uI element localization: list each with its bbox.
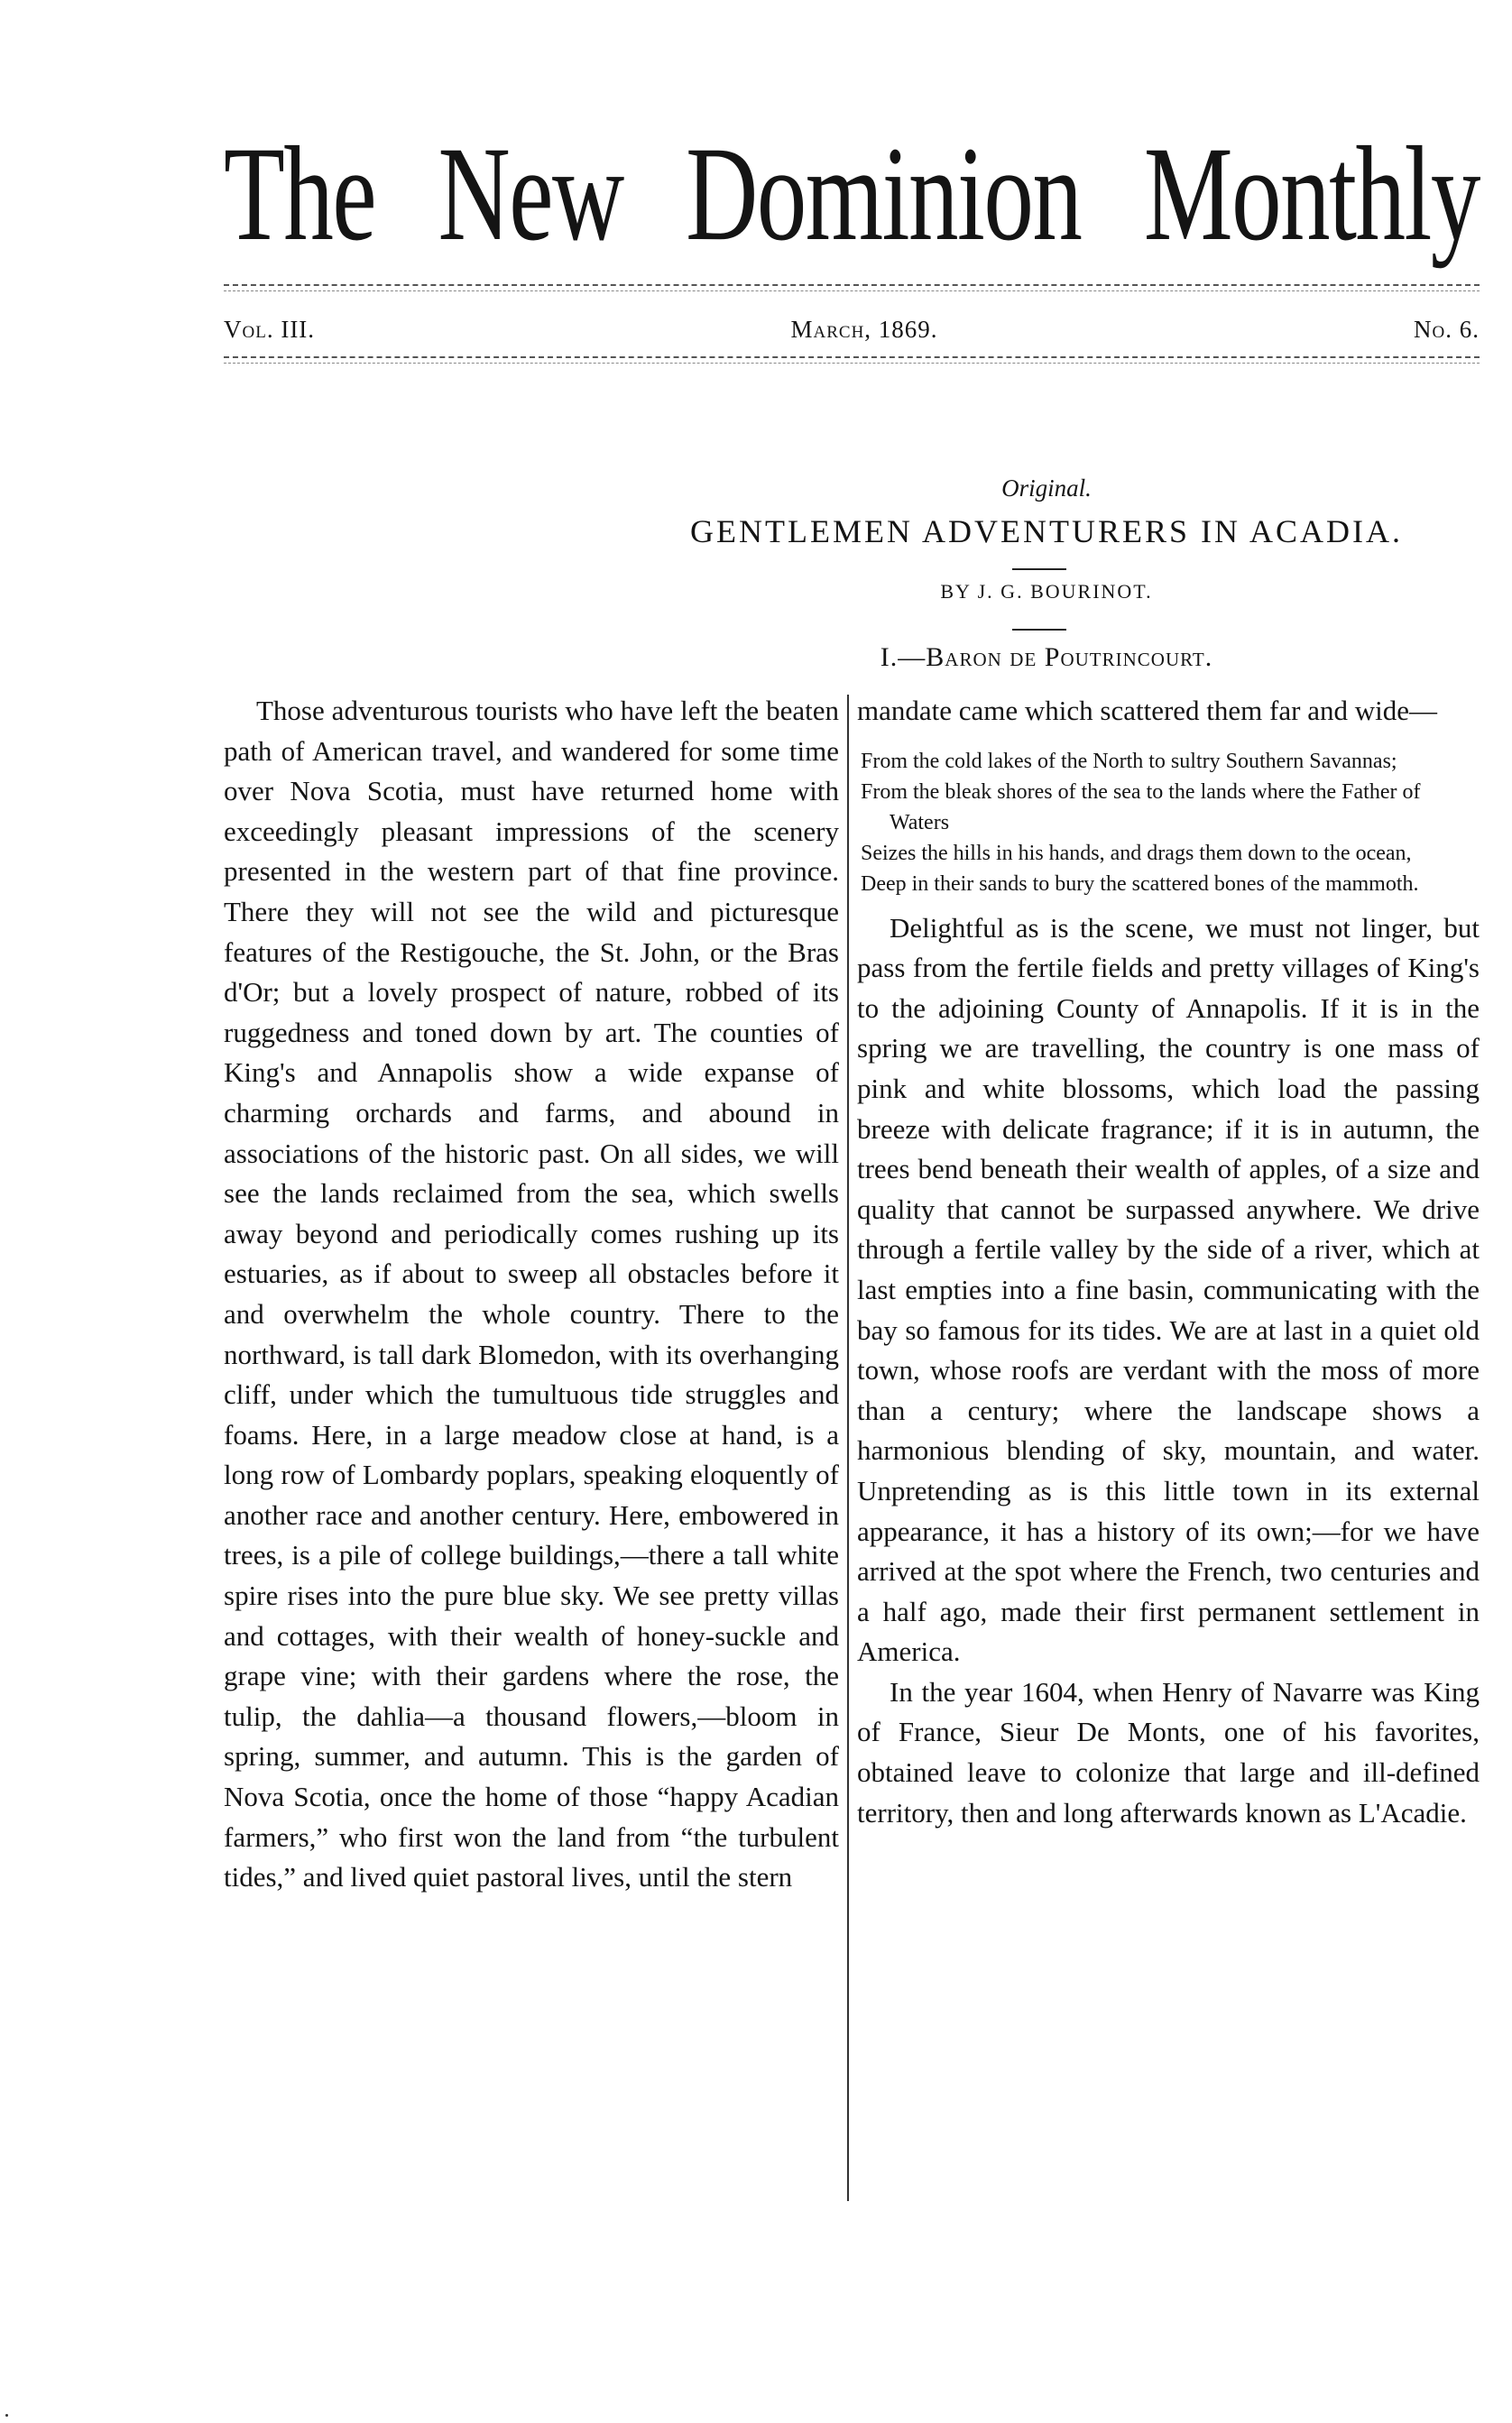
masthead-rule <box>224 284 1480 286</box>
masthead-word: Dominion <box>686 119 1082 269</box>
poem-line: Seizes the hills in his hands, and drags them down to the ocean, <box>861 841 1412 865</box>
title-divider <box>1012 568 1066 570</box>
poem-line: From the cold lakes of the North to sultry Southern Savannas; <box>861 749 1397 773</box>
volume-label: Vol. III. <box>224 316 316 343</box>
left-column <box>224 691 839 1898</box>
masthead-word: Monthly <box>1143 119 1480 269</box>
issue-rule <box>224 356 1480 358</box>
issue-rule-thin <box>224 363 1480 364</box>
right-column <box>857 691 1480 1833</box>
masthead-rule-thin <box>224 290 1480 291</box>
body-paragraph: In the year 1604, when Henry of Navarre was King of France, Sieur De Monts, one of his favorites, obtained leave to colonize that large and ill-defined territory, then and long afterwards known as L'Acadie. <box>857 1675 1480 1829</box>
issue-line <box>224 316 1480 344</box>
byline-divider <box>1012 629 1066 631</box>
issue-date: March, 1869. <box>790 316 938 343</box>
masthead-word: New <box>438 119 623 269</box>
poem-line: From the bleak shores of the sea to the lands where the Father of Waters <box>861 779 1421 834</box>
byline: BY J. G. BOURINOT. <box>940 580 1153 603</box>
article-title: GENTLEMEN ADVENTURERS IN ACADIA. <box>690 513 1403 549</box>
print-speck <box>5 2414 8 2417</box>
original-label: Original. <box>1001 474 1092 502</box>
section-heading: I.—Baron de Poutrincourt. <box>880 642 1213 672</box>
masthead-title <box>224 119 1480 269</box>
poem-line: Deep in their sands to bury the scattered bones of the mammoth. <box>861 871 1419 896</box>
column-divider <box>847 695 849 2201</box>
issue-number: No. 6. <box>1414 316 1480 343</box>
poem-quotation <box>857 746 1480 899</box>
body-paragraph: Delightful as is the scene, we must not linger, but pass from the fertile fields and pretty villages of King's to the adjoining County of Annapolis. If it is in the spring we are travelling, the country is one mass of pink and white blossoms, which load the passing breeze with delicate fragrance; if it is in autumn, the trees bend beneath their wealth of apples, of a size and quality that cannot be surpassed anywhere. We drive through a fertile valley by the side of a river, which at last empties into a fine basin, communicating with the bay so famous for its tides. We are at last in a quiet old town, whose roofs are verdant with the moss of more than a century; where the landscape shows a harmonious blending of sky, mountain, and water. Unpretending as is this little town in its external appearance, it has a history of its own;—for we have arrived at the spot where the French, two centuries and a half ago, made their first permanent settlement in America. <box>857 911 1480 1668</box>
masthead-word: The <box>224 119 376 269</box>
body-paragraph: Those adventurous tourists who have left the beaten path of American travel, and wandered for some time over Nova Scotia, must have returned home with exceedingly pleasant impressions of the scenery presented in the western part of that fine province. There they will not see the wild and picturesque features of the Restigouche, the St. John, or the Bras d'Or; but a lovely prospect of nature, robbed of its ruggedness and toned down by art. The counties of King's and Annapolis show a wide expanse of charming orchards and farms, and abound in associations of the historic past. On all sides, we will see the lands reclaimed from the sea, which swells away beyond and periodically comes rushing up its estuaries, as if about to sweep all obstacles before it and overwhelm the whole country. There to the northward, is tall dark Blomedon, with its overhanging cliff, under which the tumultuous tide struggles and foams. Here, in a large meadow close at hand, is a long row of Lombardy poplars, speaking eloquently of another race and another century. Here, embowered in trees, is a pile of college buildings,—there a tall white spire rises into the pure blue sky. We see pretty villas and cottages, with their wealth of honey-suckle and grape vine; with their gardens where the rose, the tulip, the dahlia—a thousand flowers,—bloom in spring, summer, and autumn. This is the garden of Nova Scotia, once the home of those “happy Acadian farmers,” who first won the land from “the turbulent tides,” and lived quiet pastoral lives, until the stern <box>224 695 839 1893</box>
body-paragraph-continuation: mandate came which scattered them far and wide— <box>857 695 1437 726</box>
